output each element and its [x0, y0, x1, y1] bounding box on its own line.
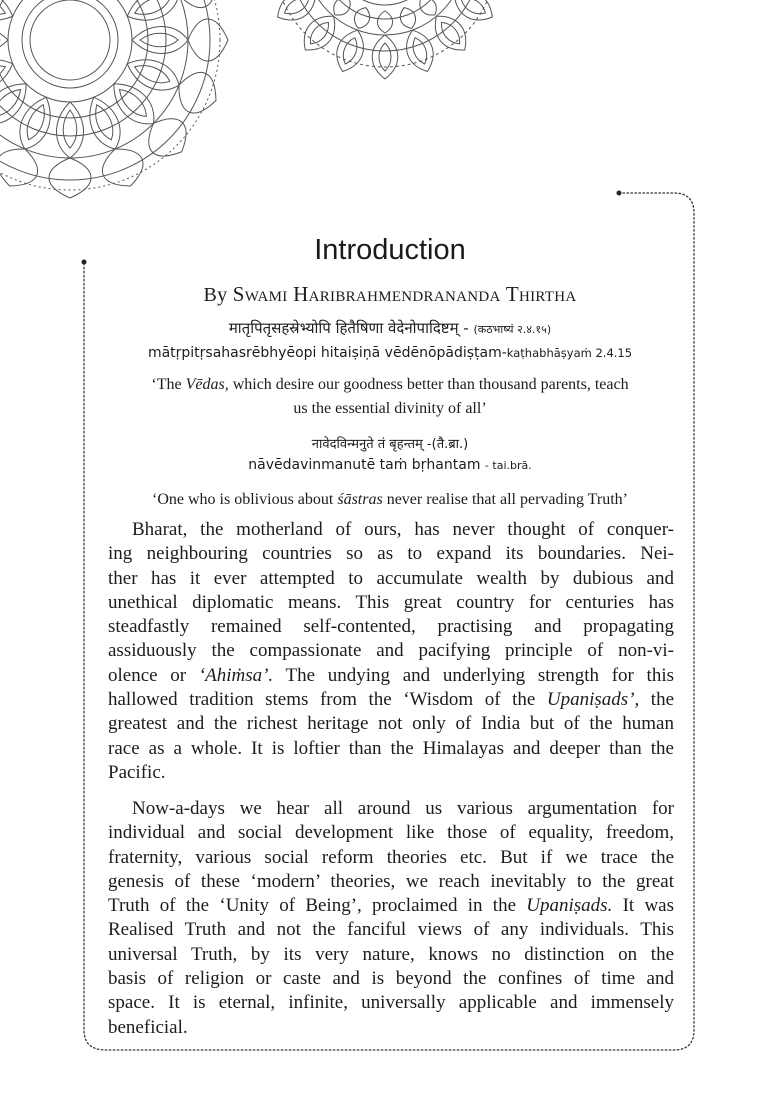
paragraph-line [108, 518, 674, 542]
verse1-translation-pre: ‘The [151, 376, 186, 393]
byline-author: Swami Haribrahmendrananda Thirtha [232, 282, 577, 306]
paragraph-line [108, 688, 674, 712]
verse2-translation-pre: ‘One who is oblivious about [152, 491, 338, 508]
paragraph-line [108, 918, 674, 942]
paragraph-line [108, 967, 674, 991]
line-text-post: The undying and underlying strength for this [273, 664, 675, 686]
line-text: beneficial. [108, 1016, 188, 1038]
line-text: unethical diplomatic means. This great country for centuries has [108, 591, 674, 613]
line-text: Realised Truth and not the fanciful views of any individuals. This [108, 919, 674, 941]
paragraph-line [108, 615, 674, 639]
line-text: universal Truth, by its very nature, knows no distinction on the [108, 943, 674, 965]
byline [0, 282, 780, 307]
verse2-translation-post: never realise that all pervading Truth’ [382, 491, 628, 508]
line-text-post: the [639, 689, 674, 711]
line-text: space. It is eternal, infinite, universally applicable and immensely [108, 992, 674, 1014]
verse2-translation [0, 488, 780, 512]
line-text: race as a whole. It is loftier than the Himalayas and deeper than the [108, 737, 674, 759]
paragraph-line [108, 821, 674, 845]
line-text: ther has it ever attempted to accumulate wealth by dubious and [108, 567, 674, 589]
verse1-translation-line2: us the essential divinity of all’ [293, 400, 487, 417]
verse1-translation-line1 [0, 373, 780, 397]
line-text-em: ‘Ahiṁsa’. [198, 664, 274, 686]
line-text-em: Upaniṣads’, [546, 689, 640, 711]
line-text: Pacific. [108, 761, 166, 783]
line-text: greatest and the richest heritage not only of India but of the human [108, 713, 674, 735]
mandala-ornament-icon [0, 0, 780, 230]
verse2-transliteration [0, 457, 780, 473]
paragraph-line [108, 737, 674, 761]
line-text: fraternity, various social reform theories etc. But if we trace the [108, 846, 674, 868]
line-text: assiduously the compassionate and pacifying principle of non-vi- [108, 640, 674, 662]
paragraph-line [108, 991, 674, 1015]
paragraph-line [108, 761, 674, 785]
verse2-translation-em: śāstras [337, 491, 383, 508]
paragraph-line [108, 591, 674, 615]
paragraph-line [108, 797, 674, 821]
line-text-post: It was [612, 895, 675, 917]
line-text: ing neighbouring countries so as to expand its boundaries. Nei- [108, 543, 674, 565]
verse2-transliteration-text: nāvēdavinmanutē taṁ bṛhantam [248, 457, 481, 473]
verse1-devanagari-ref: (कठभाष्यं २.४.१५) [473, 323, 552, 336]
paragraph-line [108, 1016, 674, 1040]
paragraph-line [108, 846, 674, 870]
verse1-translation-em: Vēdas, [185, 376, 229, 393]
verse1-transliteration-text: mātṛpitṛsahasrēbhyēopi hitaiṣiṇā vēdēnōpādiṣṭam- [147, 345, 507, 361]
paragraph-line [108, 894, 674, 918]
verse1-translation-post: which desire our goodness better than thousand parents, teach [228, 376, 629, 393]
line-text-pre: Truth of the ‘Unity of Being’, proclaimed in the [108, 895, 527, 917]
line-text-pre: olence or [108, 664, 199, 686]
line-text-pre: hallowed tradition stems from the ‘Wisdom of the [108, 689, 547, 711]
line-text: genesis of these ‘modern’ theories, we reach inevitably to the great [108, 870, 674, 892]
paragraph-line [108, 639, 674, 663]
verse1-devanagari [0, 318, 780, 338]
paragraph-line [108, 567, 674, 591]
line-text: steadfastly remained self-contented, practising and propagating [108, 616, 674, 638]
paragraph-line [108, 542, 674, 566]
paragraph-1 [108, 518, 674, 785]
verse1-transliteration [0, 345, 780, 361]
verse2-devanagari: नावेदविन्मनुते तं बृहन्तम् -(तै.ब्रा.) [311, 437, 469, 452]
line-text: Now-a-days we hear all around us various argumentation for [132, 798, 674, 819]
paragraph-2 [108, 797, 674, 1040]
byline-prefix: By [203, 284, 228, 306]
line-text: basis of religion or caste and is beyond the confines of time and [108, 968, 674, 990]
paragraph-line [108, 943, 674, 967]
page-title: Introduction [314, 234, 466, 266]
line-text: Bharat, the motherland of ours, has never thought of conquer- [132, 519, 674, 540]
line-text: individual and social development like those of equality, freedom, [108, 822, 674, 844]
paragraph-line [108, 870, 674, 894]
paragraph-line [108, 712, 674, 736]
verse1-transliteration-ref: kaṭhabhāṣyaṁ 2.4.15 [506, 346, 633, 360]
paragraph-line [108, 664, 674, 688]
verse2-transliteration-ref: - tai.brā. [484, 459, 532, 472]
line-text-em: Upaniṣads. [526, 895, 613, 917]
verse1-devanagari-text: मातृपितृसहस्रेभ्योपि हितैषिणा वेदेनोपादिष्टम् - [228, 319, 469, 337]
